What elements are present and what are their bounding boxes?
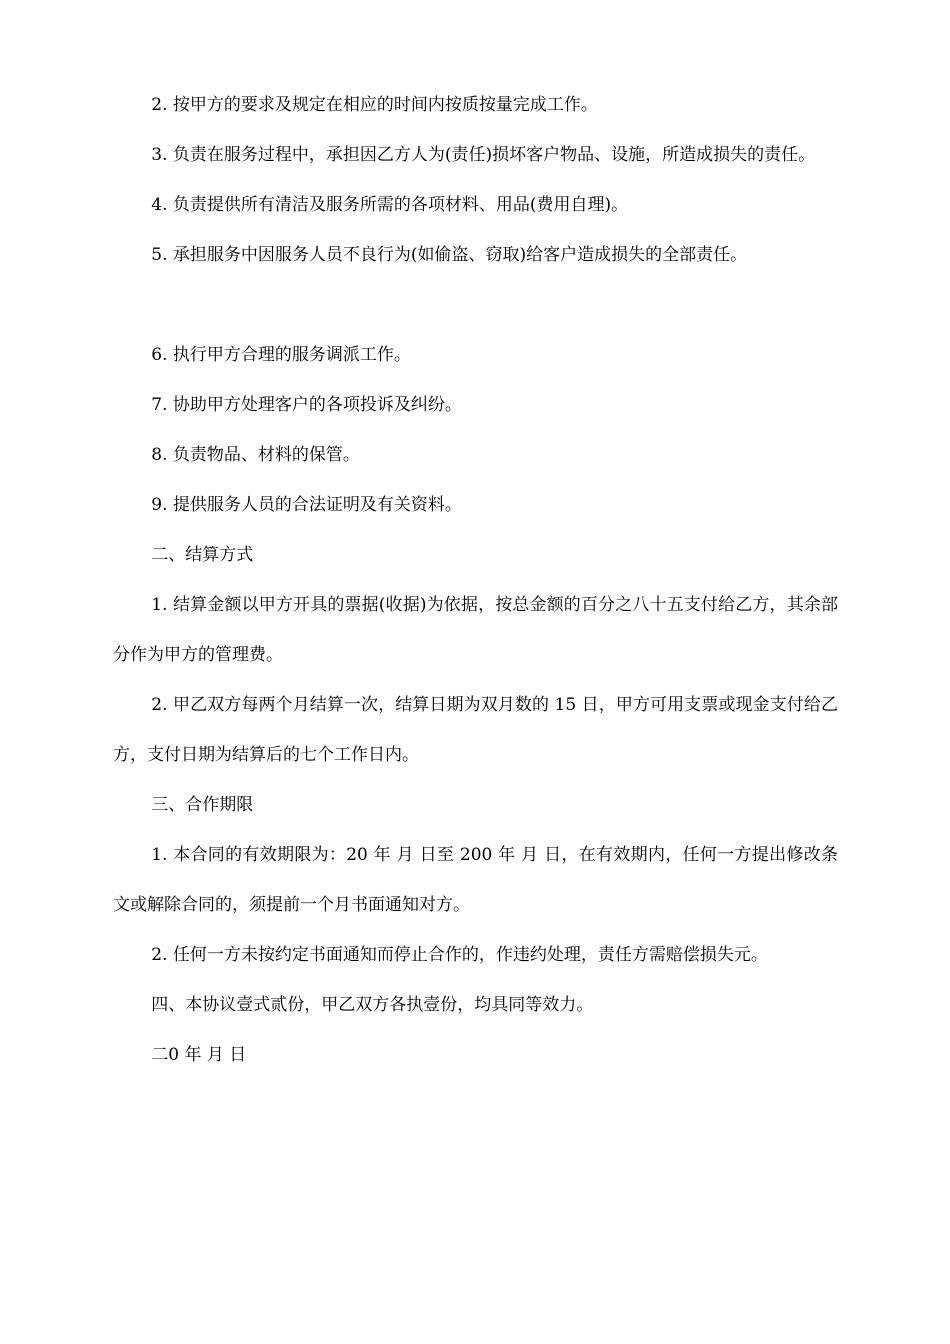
- settlement-clause-1: 1. 结算金额以甲方开具的票据(收据)为依据，按总金额的百分之八十五支付给乙方，其余部分作为甲方的管理费。: [113, 595, 838, 665]
- term-clause-1: 1. 本合同的有效期限为：20 年 月 日至 200 年 月 日，在有效期内，任何一方提出修改条文或解除合同的，须提前一个月书面通知对方。: [113, 845, 838, 915]
- clause-8-duties: 8. 负责物品、材料的保管。: [151, 445, 360, 465]
- clause-7-duties: 7. 协助甲方处理客户的各项投诉及纠纷。: [151, 395, 462, 415]
- clause-4-duties: 4. 负责提供所有清洁及服务所需的各项材料、用品(费用自理)。: [151, 195, 629, 215]
- document-page: [113, 93, 838, 1067]
- section-heading-settlement: 二、结算方式: [151, 545, 254, 565]
- term-clause-2: 2. 任何一方未按约定书面通知而停止合作的，作违约处理，责任方需赔偿损失元。: [151, 945, 768, 965]
- section-four-copies: 四、本协议壹式贰份，甲乙双方各执壹份，均具同等效力。: [151, 995, 594, 1015]
- clause-6-duties: 6. 执行甲方合理的服务调派工作。: [151, 345, 411, 365]
- section-heading-term: 三、合作期限: [151, 795, 254, 815]
- date-line: 二0 年 月 日: [151, 1045, 247, 1065]
- clause-9-duties: 9. 提供服务人员的合法证明及有关资料。: [151, 495, 462, 515]
- clause-2-duties: 2. 按甲方的要求及规定在相应的时间内按质按量完成工作。: [151, 95, 598, 115]
- clause-5-duties: 5. 承担服务中因服务人员不良行为(如偷盗、窃取)给客户造成损失的全部责任。: [151, 245, 748, 265]
- clause-3-duties: 3. 负责在服务过程中，承担因乙方人为(责任)损坏客户物品、设施，所造成损失的责任。: [151, 145, 816, 165]
- settlement-clause-2: 2. 甲乙双方每两个月结算一次，结算日期为双月数的 15 日，甲方可用支票或现金支付给乙方，支付日期为结算后的七个工作日内。: [113, 695, 838, 765]
